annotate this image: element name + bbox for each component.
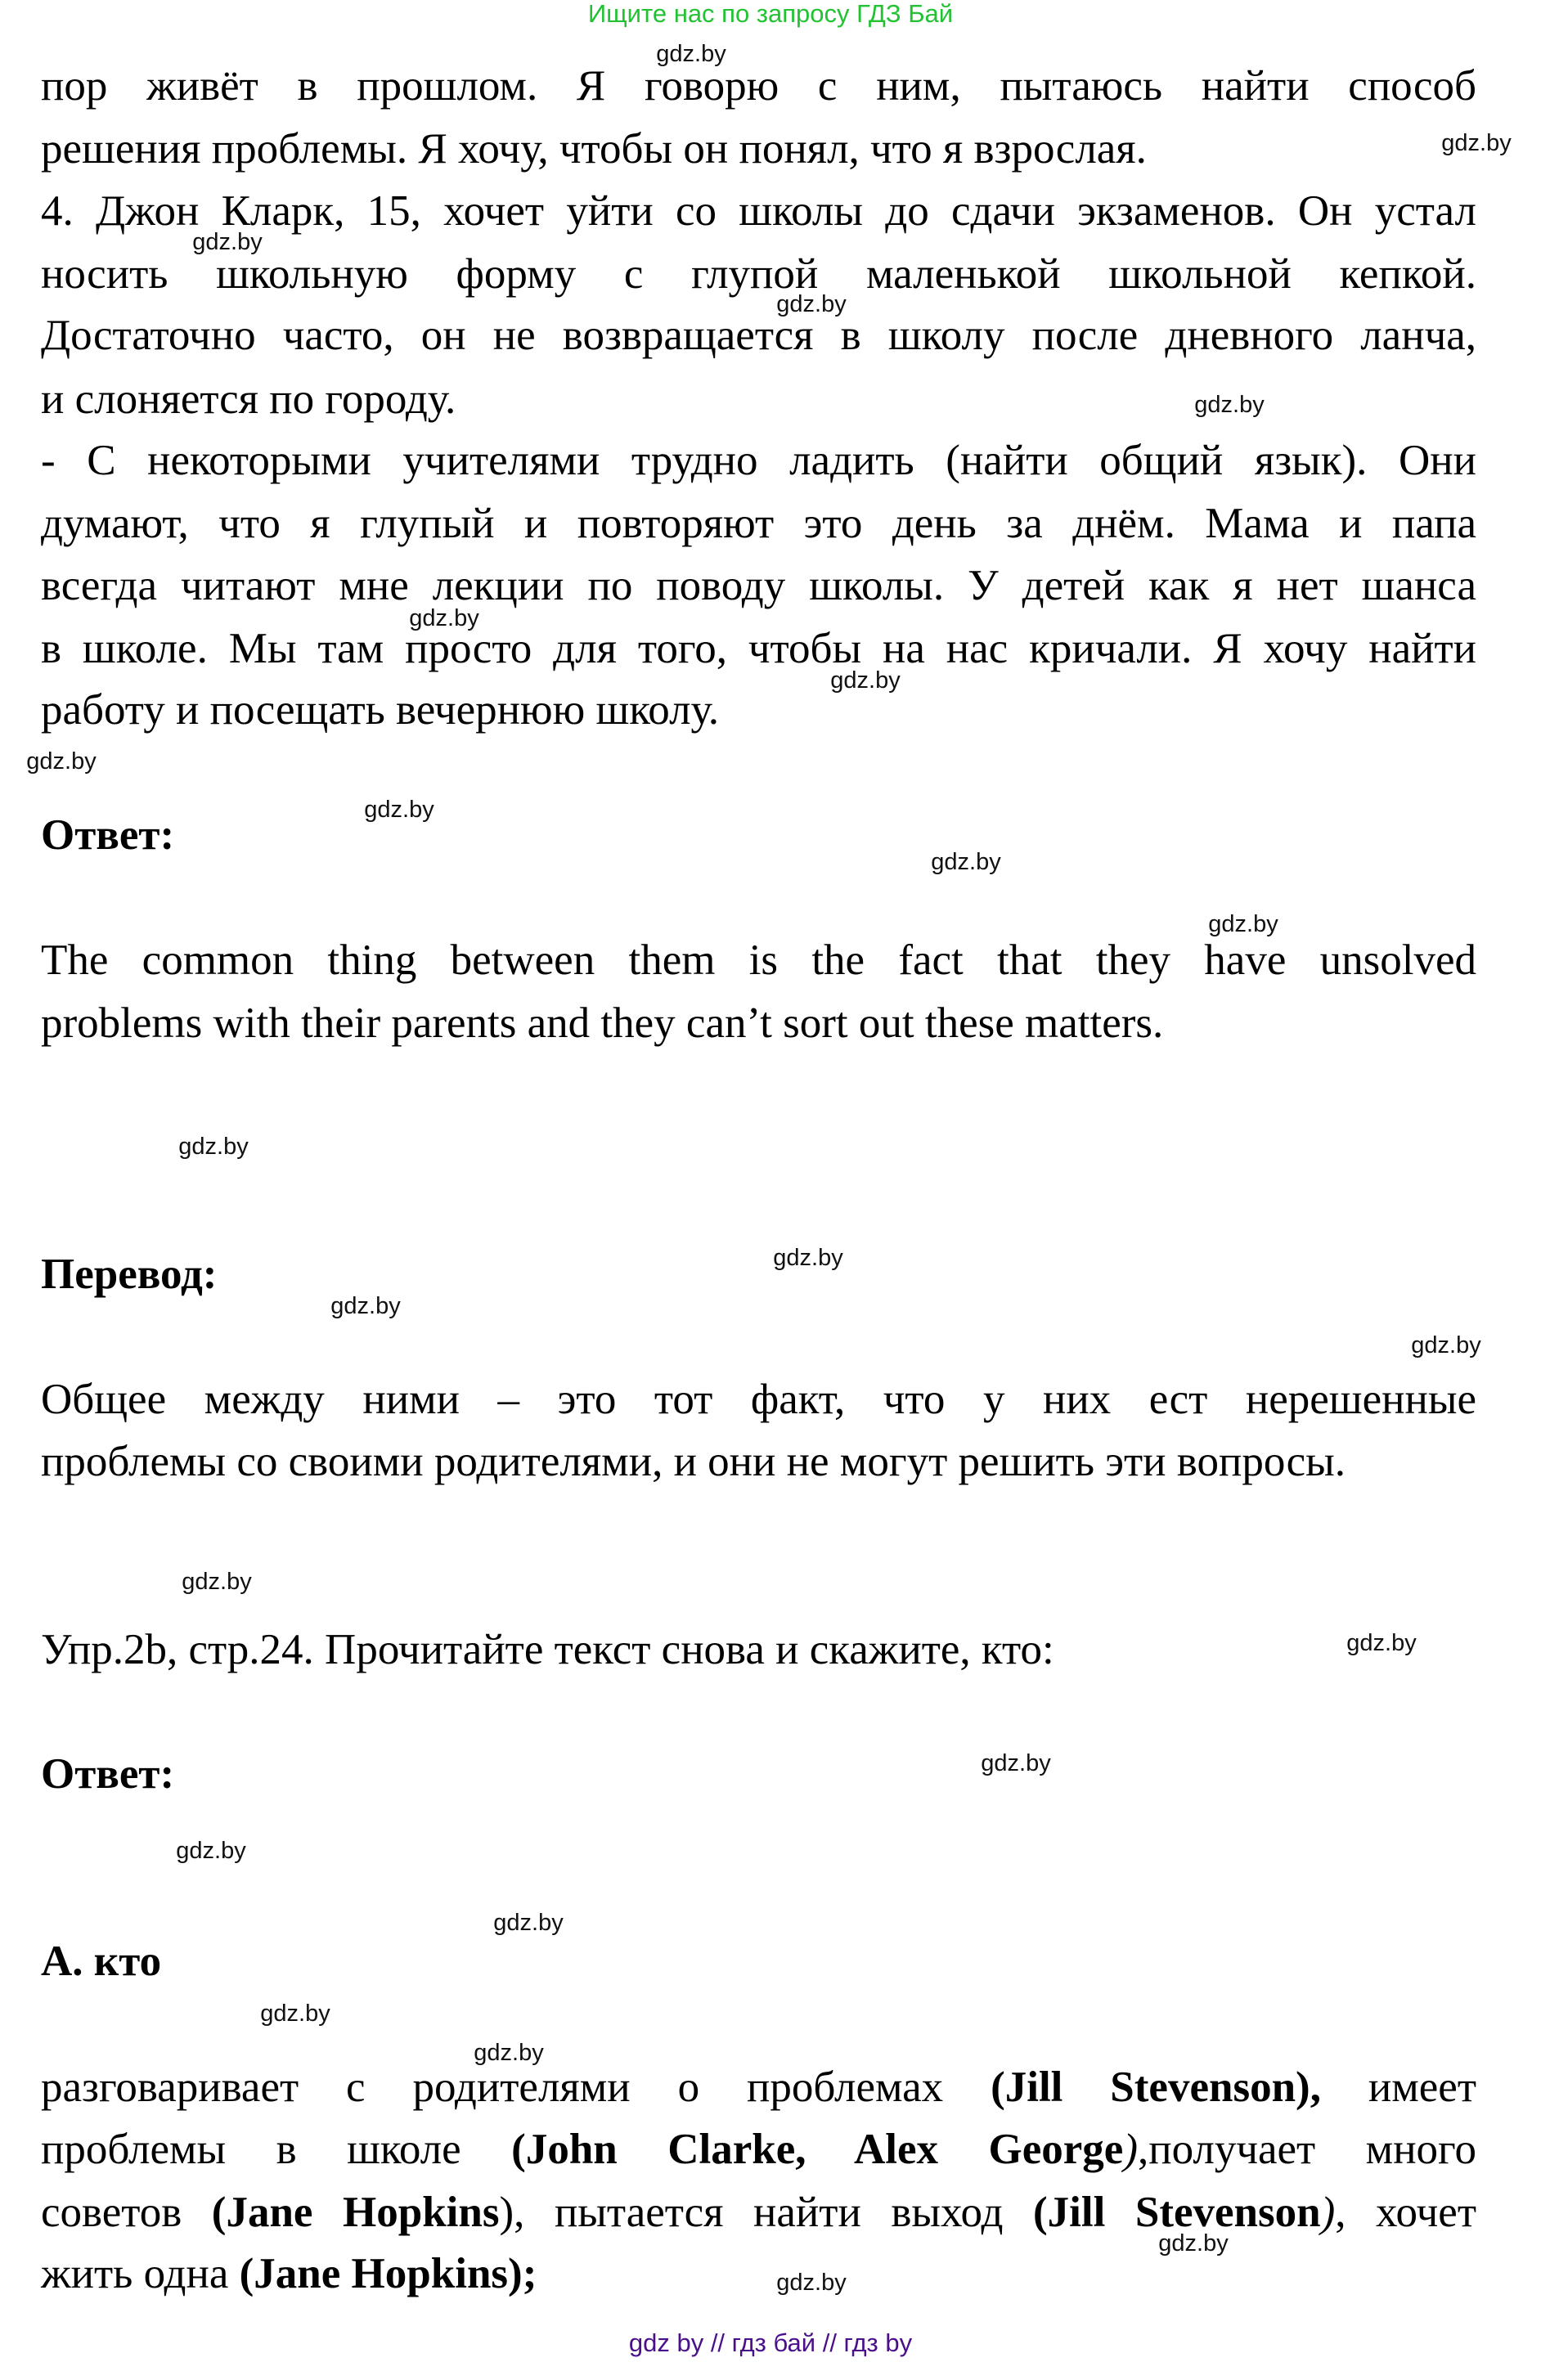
watermark: gdz.by xyxy=(1411,1332,1481,1358)
watermark: gdz.by xyxy=(474,2040,544,2066)
watermark: gdz.by xyxy=(409,605,479,631)
name-answer: (Jane Hopkins xyxy=(211,2189,500,2236)
site-footer-links[interactable]: gdz by // гдз бай // гдз by xyxy=(628,2328,913,2357)
text: разговаривает с родителями о проблемах xyxy=(41,2063,991,2111)
site-header-banner: Ищите нас по запросу ГДЗ Бай xyxy=(587,0,954,28)
text: советов xyxy=(41,2189,212,2236)
answer-line: The common thing between them is the fact that they have unsolved xyxy=(41,936,1476,984)
answer-item-line xyxy=(41,2063,1476,2112)
watermark: gdz.by xyxy=(773,1245,843,1271)
story-line: - С некоторыми учителями трудно ладить (найти общий язык). Они xyxy=(41,437,1476,484)
text: ), пытается найти выход xyxy=(499,2189,1033,2236)
watermark: gdz.by xyxy=(178,1134,249,1160)
story-line: всегда читают мне лекции по поводу школы. У детей как я нет шанса xyxy=(41,562,1476,609)
watermark: gdz.by xyxy=(656,41,726,67)
watermark: gdz.by xyxy=(776,2270,847,2296)
watermark: gdz.by xyxy=(182,1569,252,1595)
story-line: работу и посещать вечернюю школу. xyxy=(41,686,720,734)
watermark: gdz.by xyxy=(931,849,1001,875)
watermark: gdz.by xyxy=(364,797,434,823)
translation-heading: Перевод: xyxy=(41,1251,218,1298)
watermark: gdz.by xyxy=(1194,392,1265,418)
watermark: gdz.by xyxy=(26,748,97,775)
watermark: gdz.by xyxy=(776,291,847,317)
story-line: и слоняется по городу. xyxy=(41,375,456,423)
story-line: пор живёт в прошлом. Я говорю с ним, пытаюсь найти способ xyxy=(41,62,1476,110)
name-answer: (John Clarke, Alex George xyxy=(511,2126,1124,2173)
answer-item-line xyxy=(41,2249,1476,2298)
answer-heading: Ответ: xyxy=(41,811,175,859)
watermark: gdz.by xyxy=(981,1750,1051,1776)
watermark: gdz.by xyxy=(176,1838,246,1864)
story-line: решения проблемы. Я хочу, чтобы он понял, что я взрослая. xyxy=(41,125,1147,173)
text: , хочет xyxy=(1335,2189,1476,2236)
watermark: gdz.by xyxy=(192,229,263,255)
answer-item-line xyxy=(41,2125,1476,2174)
section-heading: А. кто xyxy=(41,1938,162,1985)
story-line: 4. Джон Кларк, 15, хочет уйти со школы до сдачи экзаменов. Он устал xyxy=(41,187,1476,235)
story-line: в школе. Мы там просто для того, чтобы на нас кричали. Я хочу найти xyxy=(41,625,1476,672)
watermark: gdz.by xyxy=(830,667,901,694)
text: проблемы в школе xyxy=(41,2126,512,2173)
text: имеет xyxy=(1320,2063,1476,2111)
watermark: gdz.by xyxy=(1346,1630,1417,1656)
name-answer: (Jane Hopkins); xyxy=(239,2250,537,2297)
answer-item-line xyxy=(41,2188,1476,2237)
exercise-answer-heading: Ответ: xyxy=(41,1750,175,1798)
watermark: gdz.by xyxy=(1158,2230,1229,2257)
story-line: носить школьную форму с глупой маленькой школьной кепкой. xyxy=(41,250,1476,298)
answer-line: problems with their parents and they can’t sort out these matters. xyxy=(41,999,1164,1047)
text: ) xyxy=(1320,2189,1336,2236)
exercise-title: Упр.2b, стр.24. Прочитайте текст снова и скажите, кто: xyxy=(41,1626,1054,1673)
watermark: gdz.by xyxy=(493,1910,564,1936)
text: ,получает много xyxy=(1137,2126,1476,2173)
text: жить одна xyxy=(41,2250,240,2297)
watermark: gdz.by xyxy=(1441,130,1512,156)
watermark: gdz.by xyxy=(260,2001,330,2027)
name-answer: (Jill Stevenson xyxy=(1032,2189,1321,2236)
watermark: gdz.by xyxy=(330,1293,401,1319)
translation-line: Общее между ними – это тот факт, что у них ест нерешенные xyxy=(41,1376,1476,1423)
story-line: Достаточно часто, он не возвращается в школу после дневного ланча, xyxy=(41,312,1476,359)
name-answer: (Jill Stevenson), xyxy=(991,2063,1321,2111)
story-line: думают, что я глупый и повторяют это день за днём. Мама и папа xyxy=(41,500,1476,547)
text: ) xyxy=(1123,2126,1138,2173)
translation-line: проблемы со своими родителями, и они не могут решить эти вопросы. xyxy=(41,1438,1346,1485)
watermark: gdz.by xyxy=(1208,911,1278,937)
